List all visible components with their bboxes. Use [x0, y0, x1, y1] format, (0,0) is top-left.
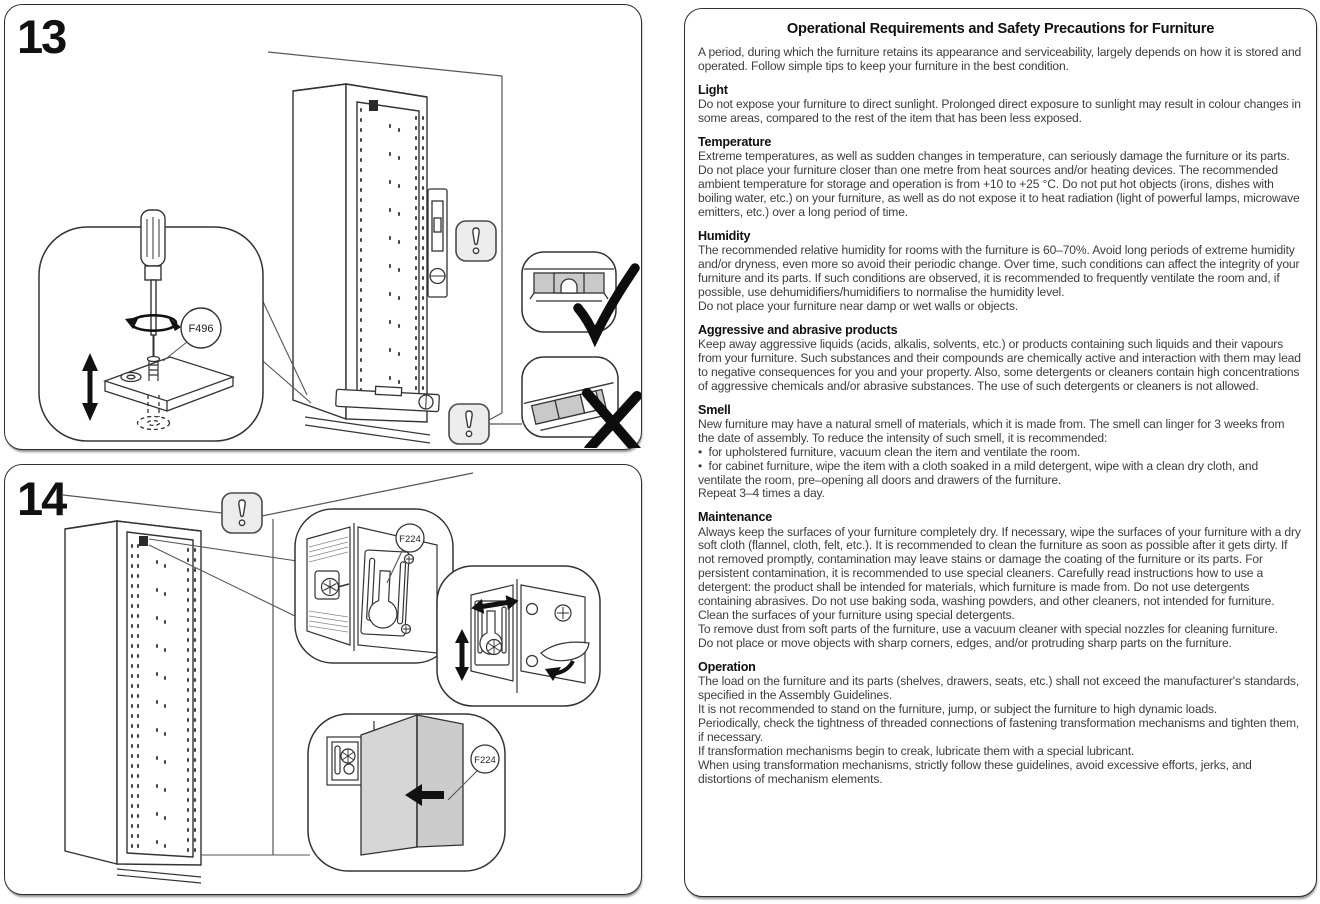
level-incorrect-detail-bubble	[522, 357, 637, 448]
svg-text:F496: F496	[188, 323, 214, 335]
text-line: Do not place or move objects with sharp corners, edges, and/or protruding sharp parts on the furniture.	[698, 636, 1232, 651]
section-bullets	[698, 446, 1303, 488]
text-line: Extreme temperatures, as well as sudden changes in temperature, can seriously damage the furniture or its parts. Do not place your furniture closer than one metre from heat sources and/or heating devices. The recommended ambient temperature for storage and operation is from +10 to +25 °C. Do not put hot objects (irons, dishes with boiling water, etc.) on your furniture, as well as do not expose it to heat radiation (light of powerful lamps, microwave emitters, etc.) over a long period of time.	[698, 149, 1300, 219]
safety-precautions-document	[684, 8, 1317, 897]
section-body	[698, 244, 1303, 314]
text-line: Do not expose your furniture to direct sunlight. Prolonged direct exposure to sunlight may result in colour changes in some areas, compared to the rest of the item that has been less exposed.	[698, 97, 1301, 125]
step-13-diagram	[5, 5, 641, 448]
section-maintenance	[698, 510, 1303, 651]
warning-icon	[449, 404, 489, 444]
keyhole-bracket	[361, 550, 414, 636]
text-line: If transformation mechanisms begin to creak, lubricate them with a special lubricant.	[698, 743, 1135, 758]
section-heading: Operation	[698, 660, 756, 675]
cover-cap	[361, 715, 463, 855]
text-line: • for cabinet furniture, wipe the item with a cloth soaked in a mild detergent, wipe with a clean dry cloth, and ventilate the room, pre–opening all doors and drawers of the furniture.	[698, 460, 1303, 488]
section-body	[698, 526, 1303, 652]
section-body	[698, 418, 1303, 446]
section-humidity	[698, 229, 1303, 314]
section-body	[698, 150, 1303, 220]
section-heading: Light	[698, 82, 728, 97]
warning-icon	[222, 493, 262, 533]
section-heading: Smell	[698, 402, 731, 417]
step-number-14: 14	[17, 472, 66, 525]
section-aggressive-products	[698, 323, 1303, 394]
wardrobe-cabinet	[65, 521, 201, 883]
section-smell	[698, 403, 1303, 502]
section-temperature	[698, 135, 1303, 220]
text-line: To remove dust from soft parts of the furniture, use a vacuum cleaner with special nozzles for cleaning furniture.	[698, 622, 1278, 637]
intro-paragraph: A period, during which the furniture retains its appearance and serviceability, largely depends on how it is stored and operated. Follow simple tips to keep your furniture in the best condition.	[698, 45, 1302, 73]
text-line: Do not place your furniture near damp or wet walls or objects.	[698, 298, 1019, 313]
svg-text:F224: F224	[399, 534, 421, 545]
svg-text:F224: F224	[474, 755, 496, 766]
text-line: • for upholstered furniture, vacuum clean the item and ventilate the room.	[698, 446, 1303, 460]
section-light	[698, 83, 1303, 126]
bracket-adjustment-detail-bubble	[437, 566, 600, 706]
wall-bracket-detail-bubble	[295, 509, 453, 663]
assembly-step-14-panel	[4, 464, 642, 895]
step-14-diagram	[5, 465, 641, 893]
section-heading: Temperature	[698, 134, 772, 149]
step-number-13: 13	[17, 10, 66, 63]
text-line: The recommended relative humidity for rooms with the furniture is 60–70%. Avoid long periods of extreme humidity and/or dryness, even more so avoid their periodic change. Over time, such conditions can affect the integrity of your furniture and its parts. If such conditions are observed, it is recommended to frequently ventilate the room and, if possible, use dehumidifiers/humidifiers to normalise the humidity level.	[698, 242, 1300, 299]
text-line: When using transformation mechanisms, strictly follow these guidelines, avoid excessive efforts, jerks, and distortions of mechanism elements.	[698, 757, 1252, 786]
wardrobe-cabinet	[293, 84, 430, 443]
level-correct-detail-bubble	[522, 252, 635, 336]
foot-adjustment-detail-bubble	[39, 210, 263, 441]
text-line: It is not recommended to stand on the furniture, jump, or subject the furniture to high dynamic loads.	[698, 702, 1218, 717]
assembly-step-13-panel	[4, 4, 642, 450]
text-line: Keep away aggressive liquids (acids, alkalis, solvents, etc.) or products containing such liquids and their vapours from your furniture. Such substances and their compounds are chemically active and interaction with them may lead to negative consequences for you and your property. Also, some detergents or cleaners contain high concentrations of aggressive chemicals and/or abrasive substances. The use of such detergents or cleaners is not allowed.	[698, 336, 1301, 393]
text-line: Periodically, check the tightness of threaded connections of fastening transformation mechanisms and tighten them, if necessary.	[698, 716, 1300, 745]
section-heading: Aggressive and abrasive products	[698, 322, 898, 337]
section-heading: Humidity	[698, 228, 751, 243]
section-body	[698, 675, 1303, 787]
text-line: New furniture may have a natural smell of materials, which it is made from. The smell can linger for 3 weeks from the date of assembly. To reduce the intensity of such smell, it is recommended:	[698, 416, 1285, 445]
section-body	[698, 98, 1303, 126]
bracket-cover-detail-bubble	[308, 714, 505, 871]
vertical-spirit-level	[428, 189, 447, 297]
section-body	[698, 338, 1303, 394]
text-line: Repeat 3–4 times a day.	[698, 486, 825, 501]
text-line: The load on the furniture and its parts (shelves, drawers, seats, etc.) shall not exceed the manufacturer's standards, specified in the Assembly Guidelines.	[698, 674, 1300, 703]
warning-icon	[456, 221, 496, 261]
section-heading: Maintenance	[698, 510, 773, 525]
document-title: Operational Requirements and Safety Precautions for Furniture	[786, 21, 1215, 37]
text-line: Always keep the surfaces of your furniture completely dry. If necessary, wipe the surfaces of your furniture with a dry soft cloth (flannel, cloth, felt, etc.). It is recommended to clean the furniture as soon as possible after it gets dirty. If not removed promptly, contamination may leave stains or damage the coating of the furniture or its parts. For persistent contamination, it is recommended to use special cleaners. Carefully read instructions how to use a detergent: the product shall be intended for materials, which furniture is made from. Do not use detergents containing abrasives. Do not use baking soda, washing powders, and other cleaners, not intended for furniture. Clean the surfaces of your furniture using special detergents.	[698, 524, 1301, 623]
section-tail	[698, 487, 1303, 501]
section-operation	[698, 660, 1303, 787]
